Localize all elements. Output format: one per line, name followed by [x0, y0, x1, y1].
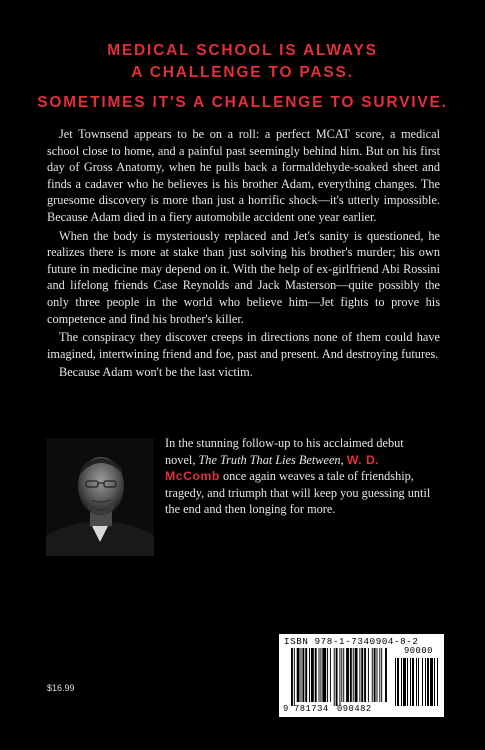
- barcode-bar: [322, 648, 326, 702]
- barcode-bar: [334, 648, 335, 706]
- barcode-bar: [381, 648, 382, 702]
- barcode-bar: [339, 648, 340, 706]
- barcode-bar: [372, 648, 373, 702]
- barcode-bar: [327, 648, 328, 702]
- barcode-bar: [395, 658, 396, 706]
- barcode-bar: [407, 658, 408, 706]
- tagline-line-3: SOMETIMES IT'S A CHALLENGE TO SURVIVE.: [37, 94, 448, 111]
- barcode-bar: [355, 648, 358, 702]
- blurb-paragraph-4: Because Adam won't be the last victim.: [59, 365, 253, 380]
- author-name: W. D. McComb: [165, 452, 380, 484]
- barcode-bar: [397, 658, 399, 706]
- barcode-bar: [368, 648, 369, 702]
- barcode-bar: [315, 648, 317, 702]
- author-photo: [46, 438, 154, 556]
- barcode-addon-digits: 90000: [404, 646, 433, 656]
- barcode-bar: [294, 648, 295, 706]
- author-bio: [165, 435, 437, 518]
- blurb-paragraph-3: The conspiracy they discover creeps in directions none of them could have imagined, intertwining friend and foe, past and present. And destroying futures.: [47, 330, 440, 361]
- tagline-top: [0, 40, 485, 84]
- barcode-bar: [410, 658, 411, 706]
- barcode-bar: [346, 648, 349, 702]
- price-label: $16.99: [47, 683, 75, 693]
- barcode-first-digit: 9: [283, 704, 289, 714]
- barcode-bar: [416, 658, 417, 706]
- barcode-bar: [353, 648, 354, 702]
- barcode-bar: [437, 658, 438, 706]
- barcode-bar: [412, 658, 414, 706]
- isbn-barcode: [279, 634, 444, 717]
- author-bio-part-2: ,: [340, 452, 347, 467]
- author-bio-part-3: once again weaves a tale of friendship, tragedy, and triumph that will keep you guessing until the end and then longing for more.: [165, 469, 431, 517]
- barcode-right-digits: 090482: [337, 704, 372, 714]
- book-blurb: [47, 126, 440, 381]
- tagline-line-1: MEDICAL SCHOOL IS ALWAYS: [107, 42, 378, 59]
- barcode-bar: [430, 658, 433, 706]
- barcode-bar: [336, 648, 338, 706]
- barcode-bar: [403, 658, 406, 706]
- barcode-bar: [379, 648, 380, 702]
- blurb-paragraph-2: When the body is mysteriously replaced and Jet's sanity is questioned, he realizes there is more at stake than just solving his brother's murder; his own future in medicine may depend on it. With the help of ex-girlfriend Abi Rossini and lifelong friends Case Reynolds and Jack Masterson—quite possibly the only three people in the world who believe him—Jet fights to prove his competence and find his brother's killer.: [47, 228, 440, 326]
- barcode-bar: [359, 648, 360, 702]
- barcode-bar: [343, 648, 344, 702]
- barcode-bar: [302, 648, 304, 702]
- tagline-line-2: A CHALLENGE TO PASS.: [131, 64, 354, 81]
- barcode-bar: [305, 648, 307, 702]
- barcode-bar: [364, 648, 366, 702]
- barcode-bar: [401, 658, 402, 706]
- previous-book-title: The Truth That Lies Between: [198, 452, 341, 467]
- barcode-bar: [341, 648, 342, 702]
- barcode-bar: [311, 648, 314, 702]
- barcode-left-digits: 781734: [294, 704, 329, 714]
- blurb-paragraph-1: Jet Townsend appears to be on a roll: a perfect MCAT score, a medical school close to home, and a painful past seemingly behind him. But on his first day of Gross Anatomy, when he pulls back a formaldehyde-soaked sheet and finds a cadaver who he believes is his brother Adam, everything changes. The gruesome discovery is more than just a horrific shock—it's utterly impossible. Because Adam died in a fiery automobile accident one year earlier.: [47, 127, 440, 224]
- barcode-bar: [301, 648, 302, 702]
- isbn-label: ISBN 978-1-7340904-8-2: [284, 636, 419, 647]
- barcode-bar: [418, 658, 419, 706]
- barcode-bar: [309, 648, 310, 702]
- barcode-bar: [422, 658, 423, 706]
- barcode-bar: [330, 648, 331, 702]
- barcode-bar: [377, 648, 378, 702]
- barcode-bar: [291, 648, 293, 706]
- barcode-bar: [425, 658, 426, 706]
- barcode-bar: [374, 648, 376, 702]
- barcode-bar: [320, 648, 321, 702]
- barcode-bar: [434, 658, 435, 706]
- barcode-bar: [319, 648, 320, 702]
- barcode-bar: [361, 648, 363, 702]
- barcode-bar: [297, 648, 300, 702]
- barcode-bar: [427, 658, 429, 706]
- author-bio-part-1: In the stunning follow-up to his acclaimed debut novel,: [165, 436, 404, 467]
- barcode-bar: [385, 648, 387, 702]
- barcode-bar: [350, 648, 352, 702]
